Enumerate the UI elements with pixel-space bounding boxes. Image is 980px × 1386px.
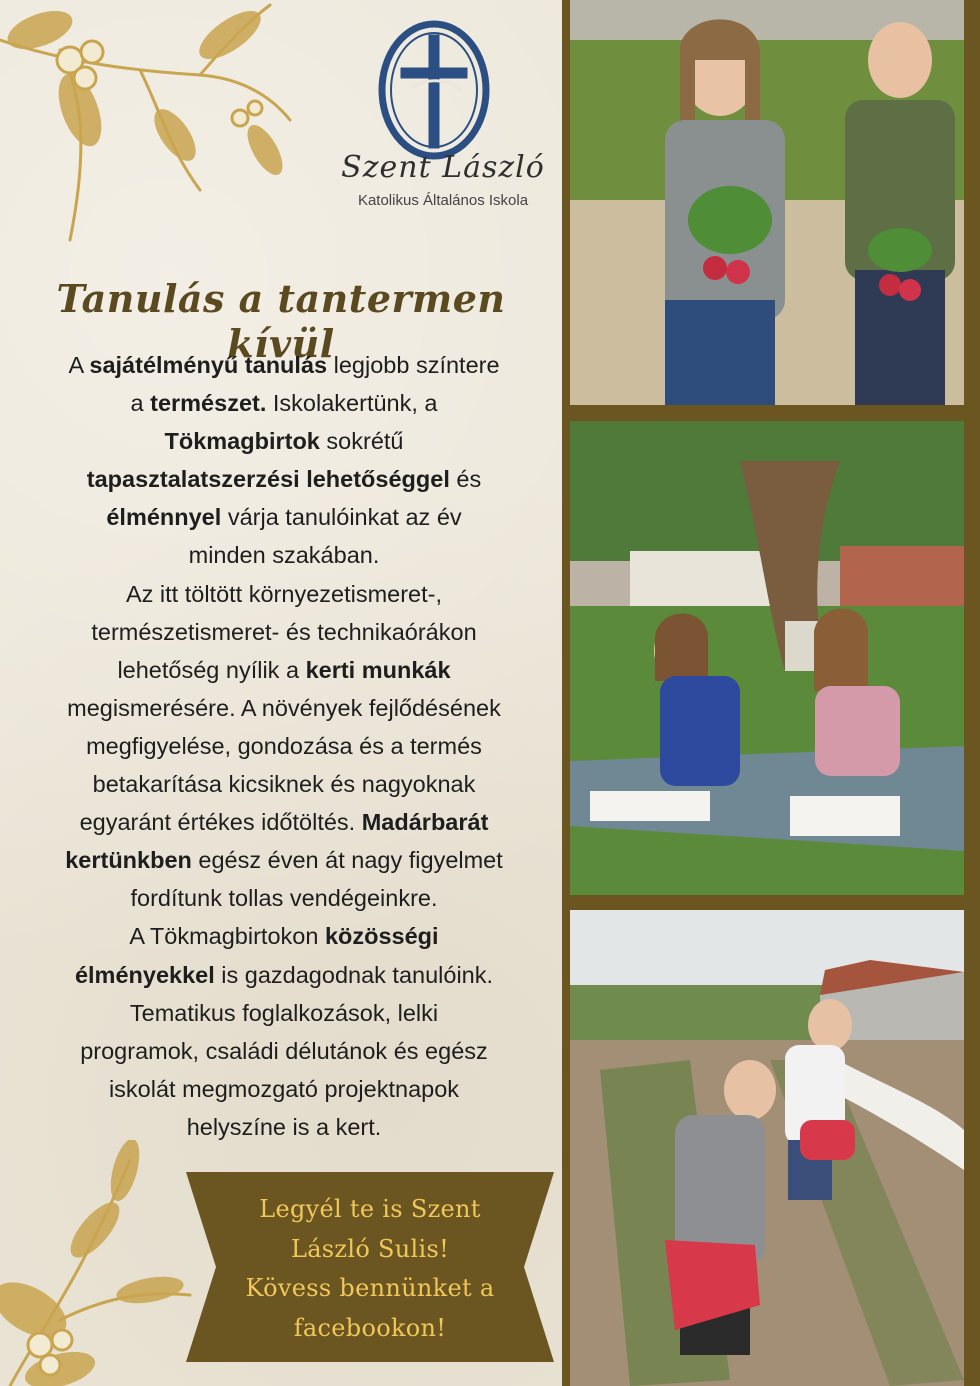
text: megfigyelése, gondozása és a termés — [86, 732, 482, 759]
text: Iskolakertünk, a — [266, 390, 438, 417]
girls-drawing-under-tree-photo — [570, 421, 964, 895]
paragraph-line — [14, 346, 554, 384]
paragraph-line — [14, 498, 554, 536]
paragraph-line — [14, 727, 554, 765]
bold-text: Madárbarát — [361, 809, 489, 836]
bold-text: természet. — [150, 390, 267, 417]
paragraph-line — [14, 689, 554, 727]
banner-line: Legyél te is Szent — [259, 1195, 481, 1223]
text: Tematikus foglalkozások, lelki — [129, 999, 439, 1026]
bold-text: élménnyel — [106, 504, 222, 531]
paragraph-line — [14, 803, 554, 841]
text: egyaránt értékes időtöltés. — [79, 809, 362, 836]
text: sokrétű — [319, 428, 404, 455]
bold-text: közösségi — [324, 923, 439, 950]
paragraph-line — [14, 613, 554, 651]
boys-watering-garden-photo — [570, 910, 964, 1386]
banner-line: Kövess bennünket a — [245, 1274, 495, 1302]
paragraph-line — [14, 460, 554, 498]
paragraph-line — [14, 956, 554, 994]
paragraph-line — [14, 994, 554, 1032]
facebook-banner[interactable] — [186, 1172, 554, 1362]
gold-leaf-ornament-icon — [0, 1140, 200, 1386]
bold-text: sajátélményű tanulás — [89, 352, 328, 378]
bold-text: tapasztalatszerzési lehetőséggel — [86, 466, 450, 493]
text: a — [130, 390, 151, 417]
text: legjobb színtere — [327, 352, 500, 378]
page-title: Tanulás a tantermen kívül — [56, 276, 506, 366]
text: Az itt töltött környezetismeret-, — [125, 580, 443, 607]
bold-text: kerti munkák — [305, 656, 451, 683]
paragraph-line — [14, 422, 554, 460]
text: lehetőség nyílik a — [117, 656, 306, 683]
banner-text — [186, 1190, 554, 1348]
gold-flower-ornament-icon — [0, 0, 300, 250]
text: helyszíne is a kert. — [186, 1113, 382, 1140]
paragraph-line — [14, 384, 554, 422]
text: várja tanulóinkat az év — [221, 504, 462, 531]
paragraph-line — [14, 917, 554, 955]
paragraph-line — [14, 841, 554, 879]
banner-line: László Sulis! — [290, 1234, 450, 1263]
photo-column — [562, 0, 980, 1386]
paragraph-line — [14, 879, 554, 917]
paragraph-line — [14, 765, 554, 803]
intro-paragraph — [14, 346, 554, 1146]
text: A Tökmagbirtokon — [129, 923, 325, 950]
paragraph-line — [14, 536, 554, 574]
text: iskolát megmozgató projektnapok — [108, 1075, 460, 1102]
banner-line: facebookon! — [293, 1313, 447, 1342]
paragraph-line — [14, 575, 554, 613]
school-name-script: Szent László — [341, 150, 545, 185]
text: fordítunk tollas vendégeinkre. — [130, 885, 438, 912]
children-holding-radishes-photo — [570, 0, 964, 405]
cross-emblem-icon — [336, 18, 550, 218]
text: minden szakában. — [188, 542, 380, 569]
text: és — [449, 466, 482, 493]
text: programok, családi délutánok és egész — [80, 1037, 488, 1064]
paragraph-line — [14, 1070, 554, 1108]
bold-text: élményekkel — [74, 961, 215, 988]
paragraph-line — [14, 651, 554, 689]
paragraph-line — [14, 1032, 554, 1070]
text: betakarítása kicsiknek és nagyoknak — [92, 771, 476, 798]
bold-text: Tökmagbirtok — [164, 428, 320, 455]
text: A — [68, 352, 90, 378]
paragraph-line — [14, 1108, 554, 1146]
school-subtitle: Katolikus Általános Iskola — [357, 192, 529, 209]
text: megismerésére. A növények fejlődésének — [67, 694, 501, 721]
text: természetismeret- és technikaórákon — [91, 618, 477, 645]
bold-text: kertünkben — [65, 847, 192, 874]
text: egész éven át nagy figyelmet — [191, 847, 503, 874]
text: is gazdagodnak tanulóink. — [214, 961, 494, 988]
